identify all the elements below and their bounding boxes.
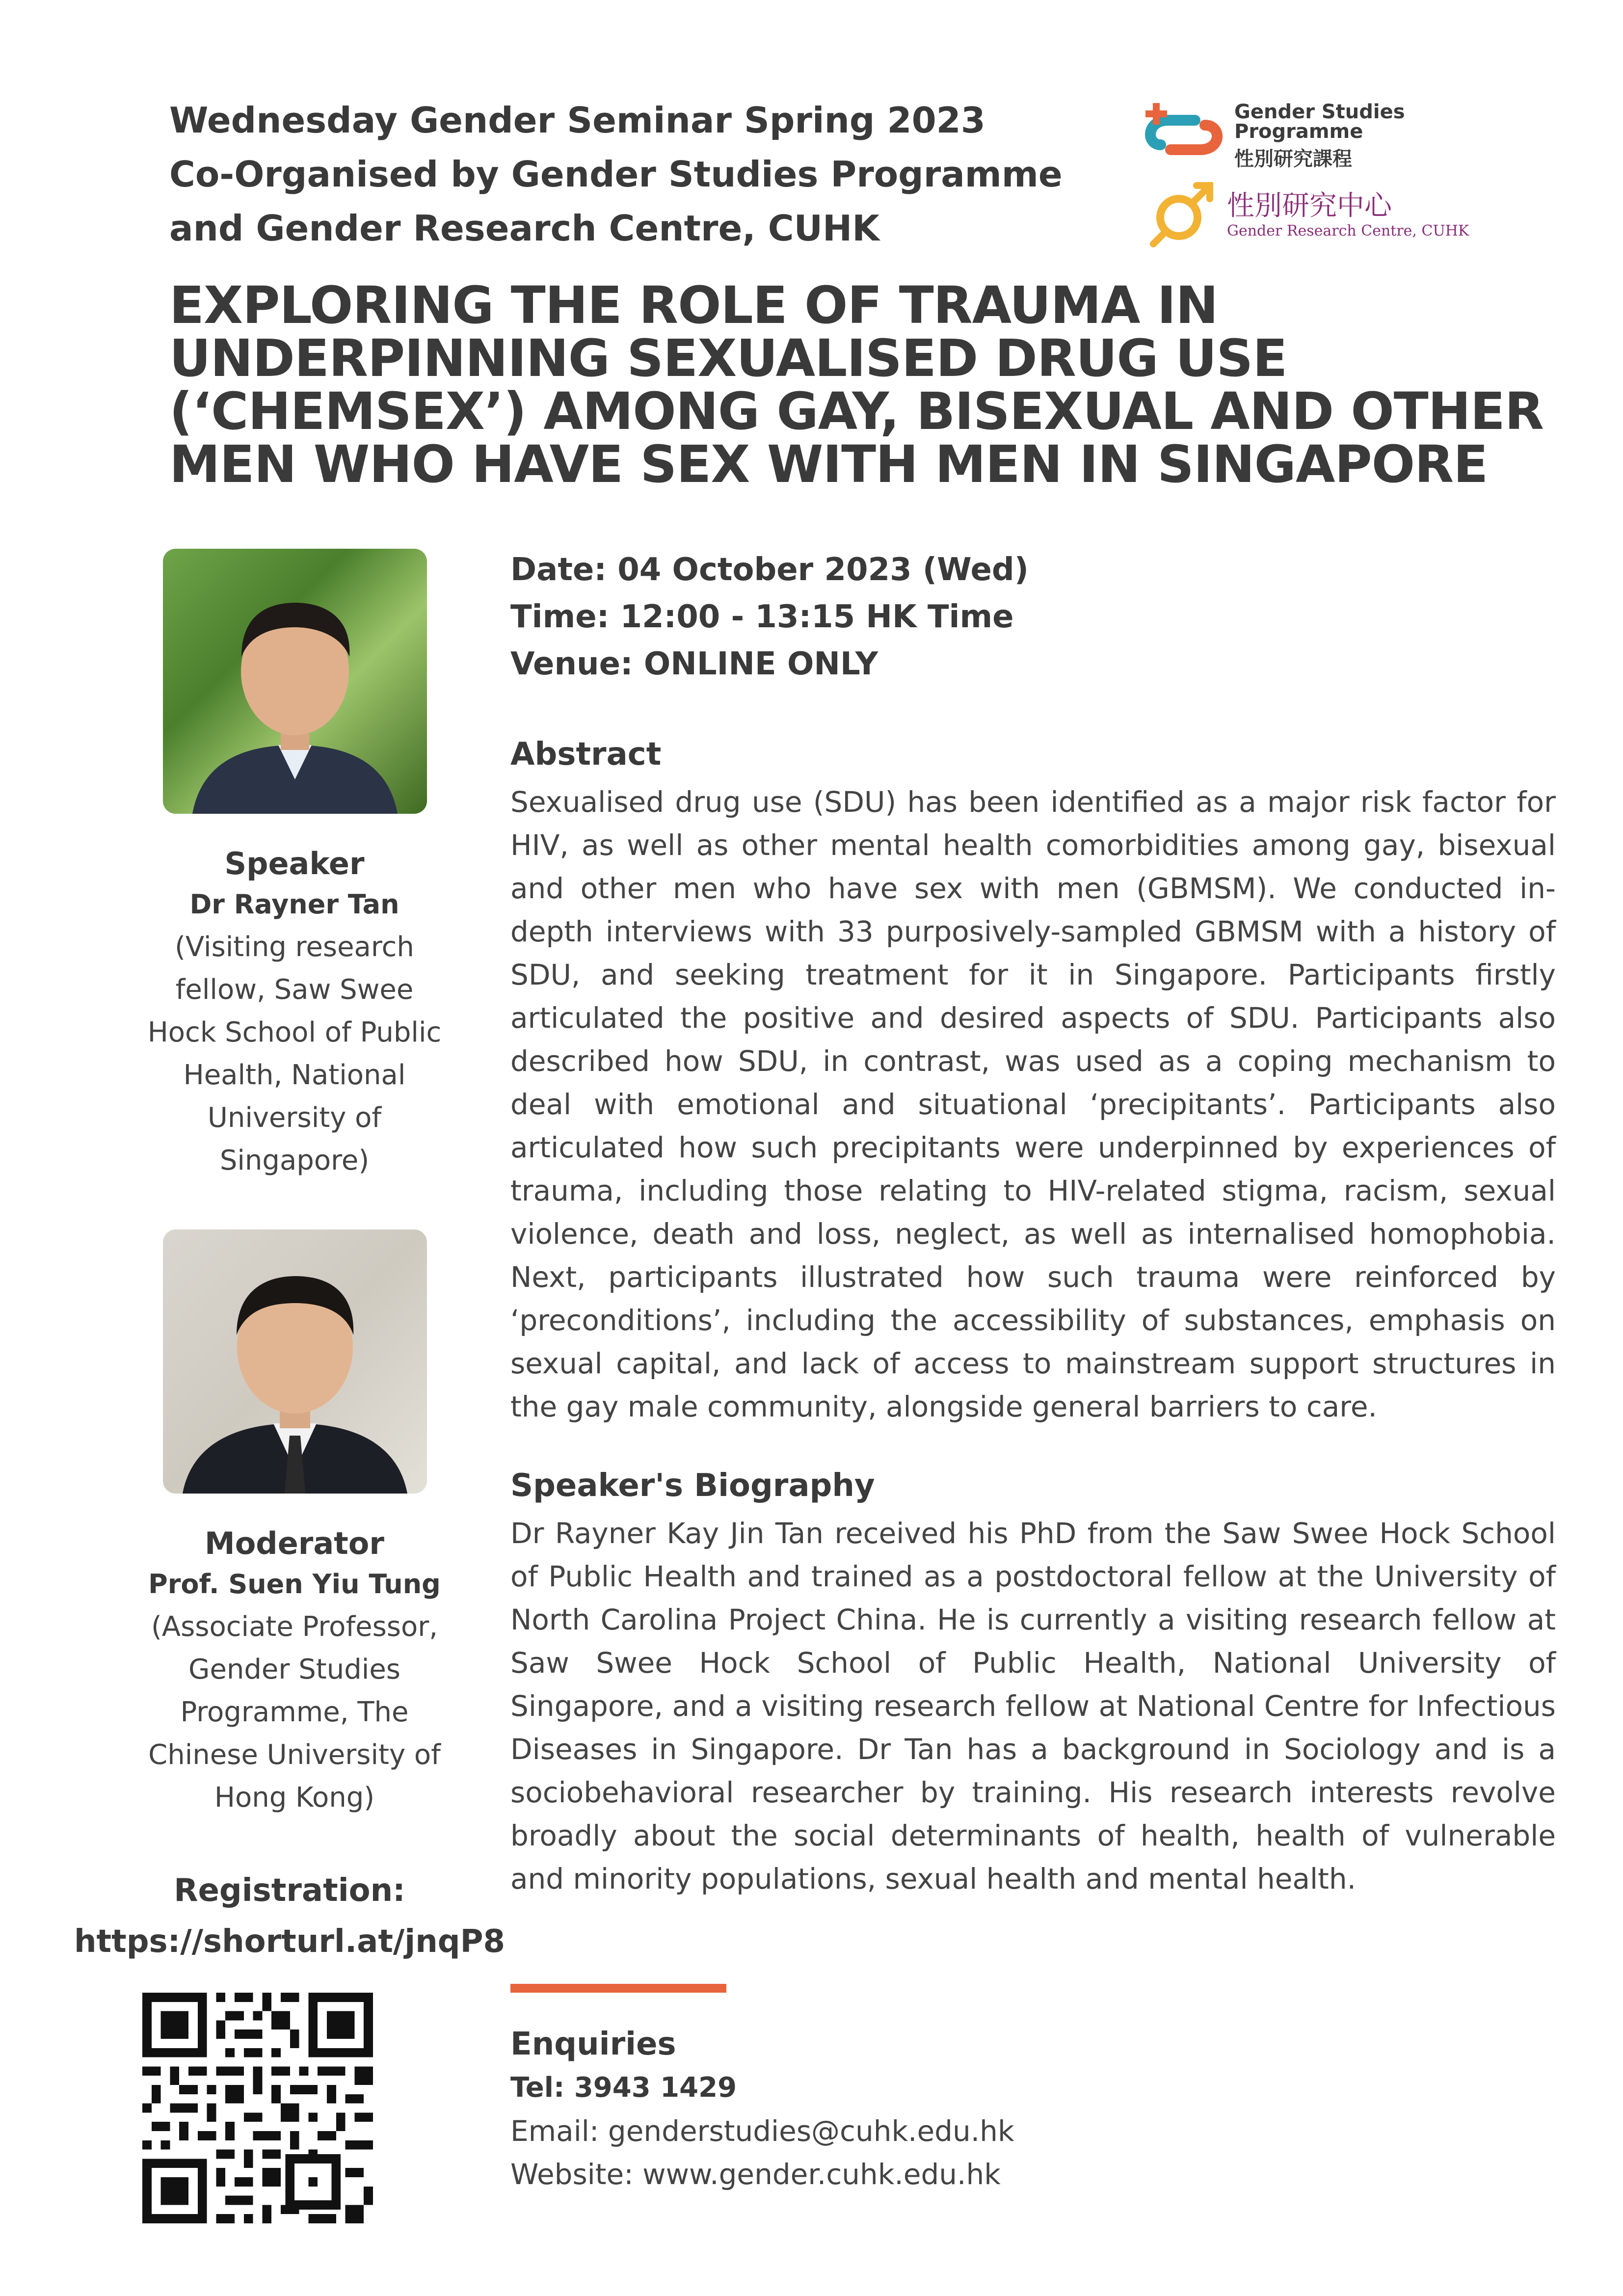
gsp-logo-en-line2: Programme	[1234, 120, 1363, 143]
moderator-name: Prof. Suen Yiu Tung	[148, 1569, 441, 1600]
grc-logo-zh: 性別研究中心	[1227, 190, 1392, 222]
speaker-info	[123, 844, 466, 1182]
speaker-affiliation-line-6: Singapore)	[219, 1145, 370, 1176]
title-line-3: (‘CHEMSEX’) AMONG GAY, BISEXUAL AND OTHER	[169, 381, 1543, 441]
accent-divider	[510, 1984, 726, 1993]
event-venue: Venue: ONLINE ONLY	[510, 646, 878, 682]
registration-qr-code-icon[interactable]	[142, 1993, 373, 2223]
seminar-header	[169, 93, 1102, 255]
speaker-role: Speaker	[224, 846, 365, 881]
biography-text: Dr Rayner Kay Jin Tan received his PhD from the Saw Swee Hock School of Public Health and trained as a postdoctoral fellow at the University of North Carolina Project China. He is currently a visiting research fellow at Saw Swee Hock School of Public Health, National University of Singapore, and a visiting research fellow at National Centre for Infectious Diseases in Singapore. Dr Tan has a background in Sociology and is a sociobehavioral researcher by training. His research interests revolve broadly about the social determinants of health, health of vulnerable and minority populations, sexual health and mental health.	[510, 1517, 1556, 1896]
header-line-1: Wednesday Gender Seminar Spring 2023	[169, 100, 985, 141]
grc-logo-en: Gender Research Centre, CUHK	[1227, 222, 1469, 240]
moderator-affiliation-line-3: Programme, The	[180, 1696, 409, 1728]
abstract-heading: Abstract	[510, 736, 662, 773]
speaker-affiliation-line-2: fellow, Saw Swee	[175, 974, 414, 1006]
registration-block	[39, 1865, 540, 1967]
registration-label: Registration:	[174, 1872, 405, 1909]
gsp-logo-en-line1: Gender Studies	[1234, 101, 1405, 123]
title-line-1: EXPLORING THE ROLE OF TRAUMA IN	[169, 275, 1218, 335]
speaker-affiliation-line-4: Health, National	[183, 1059, 406, 1091]
enquiries-heading: Enquiries	[510, 2026, 676, 2062]
enquiries-block	[510, 2022, 1443, 2196]
title-line-2: UNDERPINNING SEXUALISED DRUG USE	[169, 328, 1287, 388]
biography-heading: Speaker's Biography	[510, 1468, 875, 1504]
speaker-name: Dr Rayner Tan	[189, 889, 399, 920]
speaker-portrait-icon	[163, 549, 427, 814]
enquiries-website[interactable]: Website: www.gender.cuhk.edu.hk	[510, 2158, 1001, 2191]
registration-link[interactable]: https://shorturl.at/jnqP8	[74, 1923, 506, 1960]
moderator-affiliation-line-1: (Associate Professor,	[151, 1611, 438, 1643]
moderator-info	[123, 1524, 466, 1819]
moderator-portrait-icon	[163, 1229, 427, 1494]
enquiries-email[interactable]: Email: genderstudies@cuhk.edu.hk	[510, 2114, 1014, 2148]
gsp-logo-mark-icon	[1141, 98, 1229, 172]
moderator-photo	[163, 1229, 427, 1494]
speaker-affiliation-line-5: University of	[207, 1102, 382, 1134]
speaker-affiliation-line-3: Hock School of Public	[147, 1016, 442, 1048]
seminar-title	[169, 275, 1593, 494]
grc-logo-mark-icon	[1148, 179, 1217, 248]
abstract-text: Sexualised drug use (SDU) has been identified as a major risk factor for HIV, as well as other mental health comorbidities among gay, bisexual and other men who have sex with men (GBMSM). We conducted in-depth interviews with 33 purposively-sampled GBMSM with a history of SDU, and seeking treatment for it in Singapore. Participants firstly articulated the positive and desired aspects of SDU. Participants also described how SDU, in contrast, was used as a coping mechanism to deal with emotional and situational ‘precipitants’. Participants also articulated how such precipitants were underpinned by experiences of trauma, including those relating to HIV-related stigma, racism, sexual violence, death and loss, neglect, as well as internalised homophobia. Next, participants illustrated how such trauma were reinforced by ‘preconditions’, including the accessibility of substances, emphasis on sexual capital, and lack of access to mainstream support structures in the gay male community, alongside general barriers to care.	[510, 785, 1556, 1423]
header-line-3: and Gender Research Centre, CUHK	[169, 208, 880, 249]
moderator-affiliation-line-2: Gender Studies	[188, 1654, 400, 1685]
title-line-4: MEN WHO HAVE SEX WITH MEN IN SINGAPORE	[169, 434, 1488, 494]
enquiries-tel: Tel: 3943 1429	[510, 2072, 737, 2104]
moderator-affiliation-line-4: Chinese University of	[148, 1739, 441, 1771]
gsp-logo-zh: 性別研究課程	[1234, 148, 1352, 170]
event-time: Time: 12:00 - 13:15 HK Time	[510, 599, 1014, 635]
moderator-affiliation-line-5: Hong Kong)	[214, 1782, 375, 1814]
header-line-2: Co-Organised by Gender Studies Programme	[169, 154, 1063, 195]
gender-studies-programme-logo	[1141, 98, 1485, 172]
speaker-affiliation-line-1: (Visiting research	[175, 931, 414, 963]
speaker-photo	[163, 549, 427, 814]
event-date: Date: 04 October 2023 (Wed)	[510, 552, 1029, 588]
moderator-role: Moderator	[205, 1525, 384, 1561]
gender-research-centre-logo	[1148, 179, 1492, 248]
event-details	[510, 546, 1566, 688]
